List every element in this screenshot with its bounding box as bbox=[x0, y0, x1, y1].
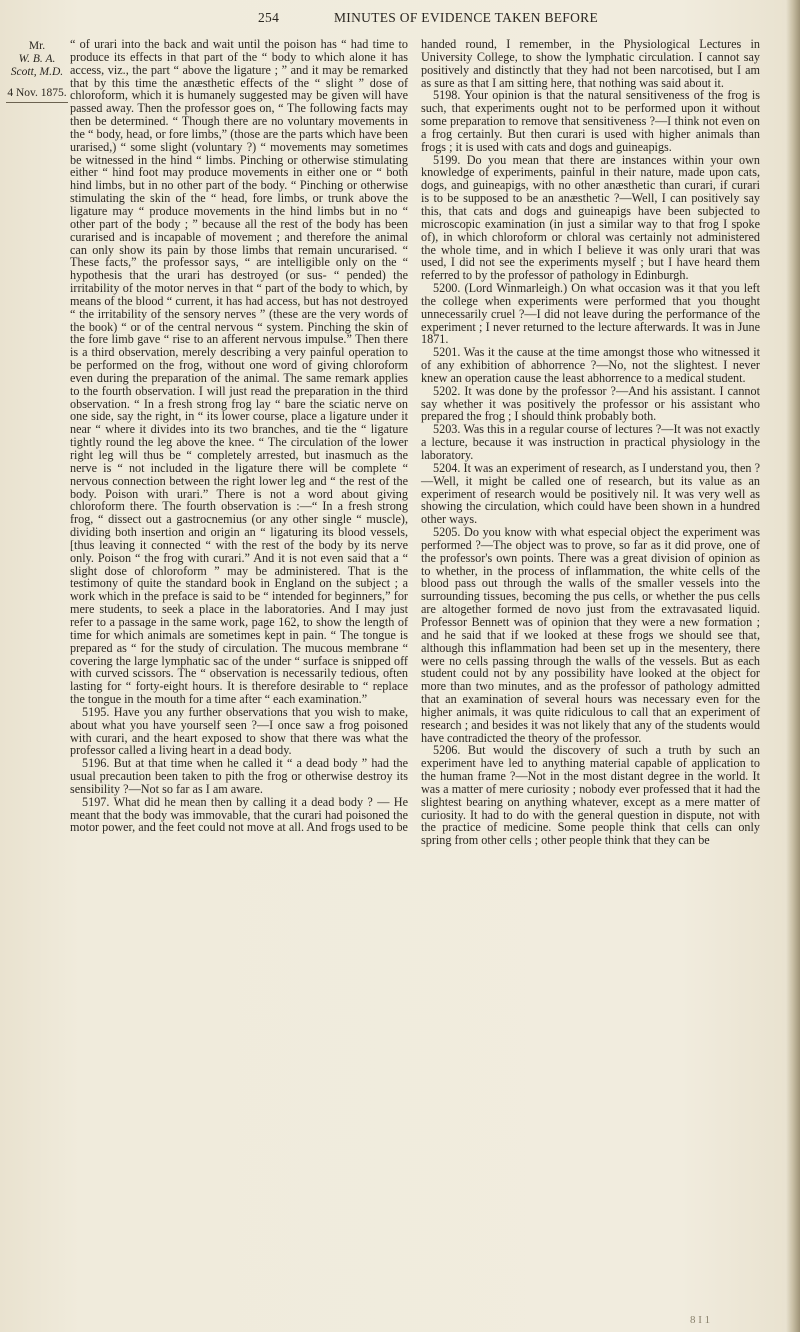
paragraph: 5200. (Lord Winmarleigh.) On what occasion was it that you left the college when experiments were performed that you thought unnecessarily cruel ?—I did not leave during the performance of the experiment ; I never returned to the lecture afterwards. It was in June 1871. bbox=[421, 281, 760, 347]
right-column bbox=[421, 38, 760, 847]
evidence-date: 4 Nov. 1875. bbox=[6, 87, 68, 103]
signature-mark: 8 I 1 bbox=[690, 1314, 711, 1326]
page-spine-shadow bbox=[786, 0, 800, 1332]
paragraph: 5204. It was an experiment of research, as I understand you, then ?—Well, it might be called one of research, but its value as an experiment of research would be positively nil. It was very well as showing the circulation, which could have been shown in a hundred other ways. bbox=[421, 460, 760, 527]
paragraph: 5203. Was this in a regular course of lectures ?—It was not exactly a lecture, because it was instruction in practical physiology in the laboratory. bbox=[421, 422, 760, 462]
paragraph: handed round, I remember, in the Physiological Lectures in University College, to show the lymphatic circulation. I cannot say positively and distinctly that they had not been narcotised, but I am as sure as that I am sitting here, that nothing was said about it. bbox=[421, 37, 760, 90]
paragraph: 5196. But at that time when he called it “ a dead body ” had the usual precaution been taken to pith the frog or otherwise destroy its sensibility ?—Not so far as I am aware. bbox=[70, 756, 408, 796]
running-title: MINUTES OF EVIDENCE TAKEN BEFORE bbox=[334, 10, 599, 25]
witness-name: W. B. A. Scott, M.D. bbox=[10, 53, 64, 79]
paragraph: 5195. Have you any further observations that you wish to make, about what you have yourself seen ?—I once saw a frog poisoned with curari, and the heart exposed to show that there was what the professor called a living heart in a dead body. bbox=[70, 704, 408, 758]
witness-label: Mr. bbox=[28, 40, 46, 52]
paragraph: 5197. What did he mean then by calling it a dead body ? — He meant that the body was immovable, that the curari had poisoned the motor power, and the feet could not move at all. And frogs used to be bbox=[70, 794, 408, 835]
paragraph: 5202. It was done by the professor ?—And his assistant. I cannot say whether it was positively the professor or his assistant who prepared the frog ; I should think probably both. bbox=[421, 383, 760, 424]
paragraph: 5206. But would the discovery of such a truth by such an experiment have led to anything material capable of application to the human frame ?—Not in the most distant degree in the world. It was a matter of mere curiosity ; nobody ever professed that it had the slightest bearing on anything whatever, except as a mere matter of curiosity. It had to do with the general question in dispute, not with the practice of medicine. Some people think that cells can only spring from other cells ; other people think that they can be bbox=[421, 743, 760, 848]
paragraph: “ of urari into the back and wait until the poison has “ had time to produce its effects in that part of the “ body to which alone it has access, viz., the part “ above the ligature ; ” and it may be remarked that by this time the anæsthetic effects of the “ slight ” dose of chloroform, which it is humanely suggested may be given will have passed away. Then the professor goes on, “ The following facts may then be determined. “ Though there are no voluntary movements in the “ body, head, or fore limbs,” (those are the parts which have been urarised,) “ some slight (voluntary ?) “ movements may sometimes be witnessed in the hind “ limbs. Pinching or otherwise stimulating either “ hind foot may produce movements in either one or “ both hind limbs, but in no other part of the body. “ Pinching or otherwise stimulating the skin of the “ head, fore limbs, or trunk above the ligature may “ produce movements in the hind limbs but in no “ other part of the body ; ” because all the rest of the body has been curarised and is incapable of movement ; and therefore the animal can only show its pain by those limbs that remain uncurarised. “ These facts,” the professor says, “ are intelligible only on the “ hypothesis that the urari has destroyed (or sus- “ pended) the irritability of the motor nerves in that “ part of the body to which, by means of the blood “ current, it has had access, but has not destroyed “ the irritability of the sensory nerves ” (these are the very words of the book) “ or of the central nervous “ system. Pinching the skin of the fore limb gave “ rise to an afferent nervous impulse.” Then there is a third observation, merely describing a very painful operation to be performed on the frog, without one word of giving chloroform even during the preparation of the animal. The same remark applies to the fourth observation. I will just read the preparation in the third observation. “ In a fresh strong frog lay “ bare the sciatic nerve on one side, say the right, in “ its lower course, place a ligature under it near “ where it divides into its two branches, and tie the “ ligature tightly round the leg above the knee. “ The circulation of the lower right leg will thus be “ completely arrested, but inasmuch as the nerve is “ not included in the ligature there will be complete “ nervous connection between the right lower leg and “ the rest of the body. Poison with urari.” There is not a word about giving chloroform there. The fourth observation is :—“ In a fresh strong frog, “ dissect out a gastrocnemius (or any other single “ muscle), dividing both insertion and origin an “ ligaturing its blood vessels,[thus leaving it connected “ with the rest of the body by its nerve only. Poison “ the frog with curari.” And it is not even said that a “ slight dose of chloroform ” may be administered. That is the testimony of quite the standard book in England on the subject ; a work which in the preface is said to be “ intended for beginners,” for mere students, to seek a place in the laboratories. And I may just refer to a passage in the same work, page 162, to show the length of time for which animals are sometimes kept in pain. “ The tongue is prepared as “ for the study of circulation. The mucous membrane “ covering the large lymphatic sac of the under “ surface is snipped off with curved scissors. The “ observation is necessarily tedious, often lasting for “ forty-eight hours. It is therefore desirable to “ replace the tongue in the mouth for a time after “ each examination.” bbox=[70, 37, 408, 707]
side-margin-note bbox=[6, 40, 68, 103]
paragraph: 5201. Was it the cause at the time amongst those who witnessed it of any exhibition of abhorrence ?—No, not the slightest. I never knew an operation cause the least abhorrence to a medical student. bbox=[421, 345, 760, 385]
left-column bbox=[70, 38, 408, 834]
paragraph: 5199. Do you mean that there are instances within your own knowledge of experiments, painful in their nature, made upon cats, dogs, and guineapigs, with no other anæsthetic than curari, if curari is to be supposed to be an anæsthetic ?—Well, I can positively say this, that cats and dogs and guineapigs have been subjected to microscopic examination (in just a similar way to that frog I spoke of), in which chloroform or chloral was certainly not administered the whole time, and in which I believe it was only urari that was used, I did not see the experiments myself ; but I have heard them referred to by the professor of pathology in Edinburgh. bbox=[421, 152, 760, 283]
page-header bbox=[0, 10, 800, 32]
page-number: 254 bbox=[258, 10, 280, 25]
paragraph: 5205. Do you know with what especial object the experiment was performed ?—The object was to prove, so far as it did prove, one of the professor's own points. There was a great division of opinion as to whether, in the process of inflammation, the white cells of the blood pass out through the walls of the smaller vessels into the surrounding tissues, becoming the pus cells, or whether the pus cells are altogether formed de novo just from the extravasated liquid. Professor Bennett was of opinion that they were a new formation ; and he said that if we looked at these frogs we should see that, although this inflammation had been set up in the mesentery, there were no cells passing through the walls of the vessels. But as each student could not by any possibility have looked at the object for more than two minutes, and as the professor of pathology admitted that an examination of several hours was necessary even for the higher animals, it was quite ridiculous to call that an experiment of research ; and besides it was not likely that any of the students would have contradicted the theory of the professor. bbox=[421, 525, 760, 745]
paragraph: 5198. Your opinion is that the natural sensitiveness of the frog is such, that experiments ought not to be performed upon it without some preparation to remove that sensitiveness ?—I think not even on a frog certainly. But then curari is used with higher animals than frogs ; it is used with cats and dogs and guineapigs. bbox=[421, 88, 760, 154]
